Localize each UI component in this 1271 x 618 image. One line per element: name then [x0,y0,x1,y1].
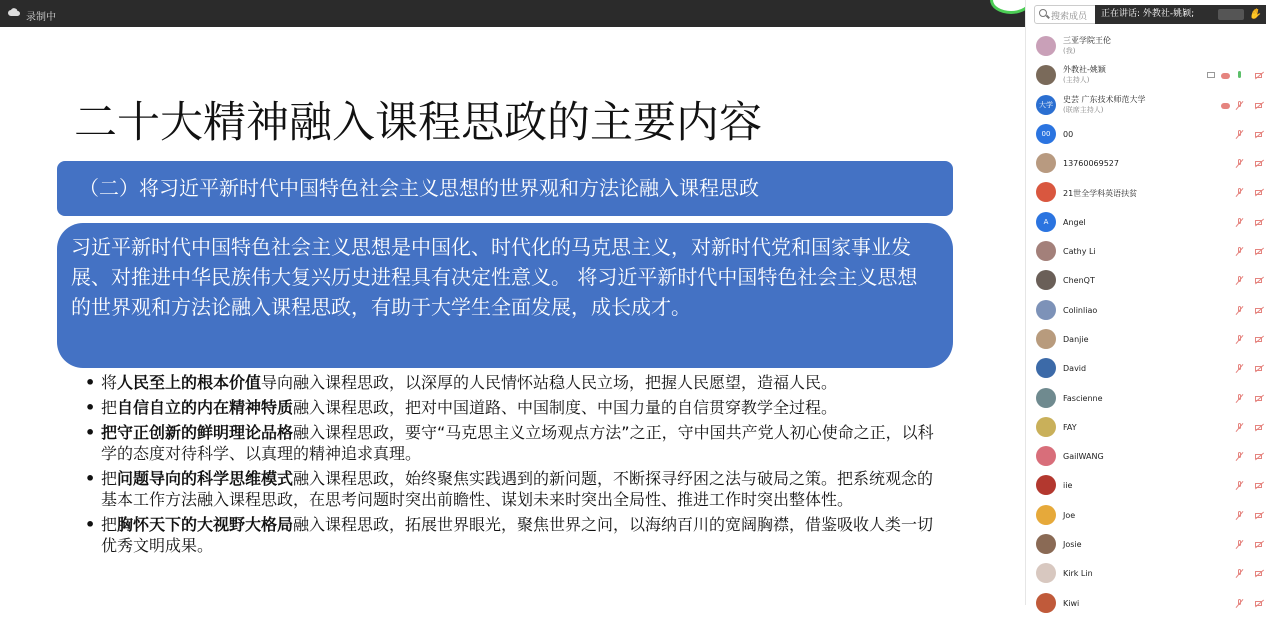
camera-off-icon[interactable] [1255,218,1264,227]
participant-row[interactable] [1026,442,1271,471]
microphone-muted-icon[interactable] [1235,101,1244,110]
recording-bar [0,0,1025,27]
camera-off-icon[interactable] [1255,159,1264,168]
slide-title: 二十大精神融入课程思政的主要内容 [74,98,762,148]
participant-name: 13760069527 [1063,159,1119,169]
participant-name: 外教社-姚颖 [1063,65,1106,75]
participant-row[interactable] [1026,61,1271,90]
participant-role: (联席主持人) [1063,105,1104,114]
participant-name: Cathy Li [1063,247,1096,257]
camera-off-icon[interactable] [1255,306,1264,315]
microphone-muted-icon[interactable] [1235,188,1244,197]
participant-row[interactable] [1026,559,1271,588]
microphone-muted-icon[interactable] [1235,511,1244,520]
camera-off-icon[interactable] [1255,364,1264,373]
avatar [1036,270,1056,290]
camera-off-icon[interactable] [1255,276,1264,285]
microphone-muted-icon[interactable] [1235,569,1244,578]
avatar [1036,534,1056,554]
video-icon[interactable] [1221,71,1230,80]
microphone-muted-icon[interactable] [1235,130,1244,139]
avatar [1036,593,1056,613]
participant-name: Danjie [1063,334,1089,344]
camera-off-icon[interactable] [1255,71,1264,80]
microphone-muted-icon[interactable] [1235,540,1244,549]
participant-name: FAY [1063,422,1077,432]
bullet-item: • 把胸怀天下的大视野大格局融入课程思政，拓展世界眼光，聚焦世界之问，以海纳百川的宽阔胸襟，借鉴吸收人类一切优秀文明成果。 [85,514,945,556]
microphone-muted-icon[interactable] [1235,159,1244,168]
participant-row[interactable] [1026,266,1271,295]
camera-off-icon[interactable] [1255,247,1264,256]
avatar: 大学 [1036,95,1056,115]
recording-label: 录制中 [26,12,56,23]
panel-header [1026,0,1271,27]
avatar [1036,65,1056,85]
participant-row[interactable] [1026,384,1271,413]
microphone-muted-icon[interactable] [1235,306,1244,315]
participant-name: Joe [1063,510,1076,520]
avatar [1036,475,1056,495]
microphone-muted-icon[interactable] [1235,218,1244,227]
participant-name: Fascienne [1063,393,1103,403]
participant-role: (主持人) [1063,76,1090,85]
camera-off-icon[interactable] [1255,569,1264,578]
summary-box: 习近平新时代中国特色社会主义思想是中国化、时代化的马克思主义，对新时代党和国家事业发展、对推进中华民族伟大复兴历史进程具有决定性意义。 将习近平新时代中国特色社会主义思想的世界观和方法论融入课程思政，有助于大学生全面发展，成长成才。 [57,223,953,368]
participant-row[interactable] [1026,91,1271,120]
avatar [1036,505,1056,525]
participant-row[interactable] [1026,589,1271,618]
microphone-muted-icon[interactable] [1235,247,1244,256]
avatar [1036,358,1056,378]
avatar [1036,36,1056,56]
camera-off-icon[interactable] [1255,481,1264,490]
bullet-list [85,372,945,560]
participant-row[interactable] [1026,120,1271,149]
avatar [1036,446,1056,466]
participant-name: ChenQT [1063,276,1095,286]
participant-name: GailWANG [1063,452,1104,462]
avatar [1036,182,1056,202]
camera-off-icon[interactable] [1255,335,1264,344]
participant-name: Kiwi [1063,598,1080,608]
screen-share-icon[interactable] [1207,71,1216,80]
microphone-muted-icon[interactable] [1235,335,1244,344]
participant-row[interactable] [1026,530,1271,559]
raise-hand-icon[interactable]: ✋ [1248,9,1261,20]
camera-off-icon[interactable] [1255,423,1264,432]
participant-name: 21世全学科英语扶贫 [1063,189,1138,199]
microphone-muted-icon[interactable] [1235,481,1244,490]
microphone-icon[interactable] [1235,71,1244,80]
microphone-muted-icon[interactable] [1235,423,1244,432]
participant-row[interactable] [1026,178,1271,207]
bullet-item: • 把自信自立的内在精神特质融入课程思政，把对中国道路、中国制度、中国力量的自信贯穿教学全过程。 [85,397,945,418]
participant-name: Colinliao [1063,305,1098,315]
camera-off-icon[interactable] [1255,188,1264,197]
presentation-slide [0,27,1025,605]
video-icon[interactable] [1221,101,1230,110]
avatar [1036,388,1056,408]
participant-name: Josie [1063,540,1082,550]
participant-name: 史芸 广东技术师范大学 [1063,94,1146,104]
participant-list [1026,32,1271,618]
participant-row[interactable] [1026,208,1271,237]
bullet-item: • 把问题导向的科学思维模式融入课程思政，始终聚焦实践遇到的新问题，不断探寻纾困之法与破局之策。把系统观念的基本工作方法融入课程思政，在思考问题时突出前瞻性、谋划未来时突出全局性、推进工作时突出整体性。 [85,468,945,510]
avatar [1036,417,1056,437]
avatar: 00 [1036,124,1056,144]
bullet-item: • 将人民至上的根本价值导向融入课程思政，以深厚的人民情怀站稳人民立场，把握人民愿望，造福人民。 [85,372,945,393]
cloud-record-icon [8,8,20,17]
participant-name: David [1063,364,1087,374]
participant-row[interactable] [1026,32,1271,61]
camera-off-icon[interactable] [1255,452,1264,461]
camera-off-icon[interactable] [1255,511,1264,520]
camera-off-icon[interactable] [1255,130,1264,139]
participant-name: 三亚学院王伦 [1063,36,1111,45]
participant-row[interactable] [1026,354,1271,383]
participant-name: 00 [1063,129,1074,139]
camera-off-icon[interactable] [1255,599,1264,608]
participant-row[interactable] [1026,471,1271,500]
speaking-indicator [1095,5,1266,24]
camera-off-icon[interactable] [1255,394,1264,403]
avatar [1036,241,1056,261]
microphone-muted-icon[interactable] [1235,452,1244,461]
participant-name: Kirk Lin [1063,569,1093,579]
search-icon [1039,9,1047,17]
participant-role: (我) [1063,47,1076,55]
participant-row[interactable] [1026,325,1271,354]
participant-name: iie [1063,481,1073,491]
avatar [1036,329,1056,349]
participant-row[interactable] [1026,413,1271,442]
section-banner: （二）将习近平新时代中国特色社会主义思想的世界观和方法论融入课程思政 [57,161,953,216]
avatar [1036,563,1056,583]
avatar: A [1036,212,1056,232]
camera-off-icon[interactable] [1255,540,1264,549]
speaking-label: 正在讲话: 外教社-姚颖; [1101,9,1195,19]
participant-row[interactable] [1026,296,1271,325]
bullet-item: • 把守正创新的鲜明理论品格融入课程思政，要守“马克思主义立场观点方法”之正，守中国共产党人初心使命之正，以科学的态度对待科学、以真理的精神追求真理。 [85,422,945,464]
camera-off-icon[interactable] [1255,101,1264,110]
audio-wave-icon [1218,9,1244,20]
microphone-muted-icon[interactable] [1235,364,1244,373]
microphone-muted-icon[interactable] [1235,276,1244,285]
microphone-muted-icon[interactable] [1235,394,1244,403]
participant-row[interactable] [1026,149,1271,178]
participant-name: Angel [1063,217,1086,227]
participants-panel [1025,0,1271,608]
avatar [1036,153,1056,173]
member-search-input[interactable]: 搜索成员 [1034,5,1118,24]
participant-row[interactable] [1026,501,1271,530]
microphone-muted-icon[interactable] [1235,599,1244,608]
participant-row[interactable] [1026,237,1271,266]
avatar [1036,300,1056,320]
